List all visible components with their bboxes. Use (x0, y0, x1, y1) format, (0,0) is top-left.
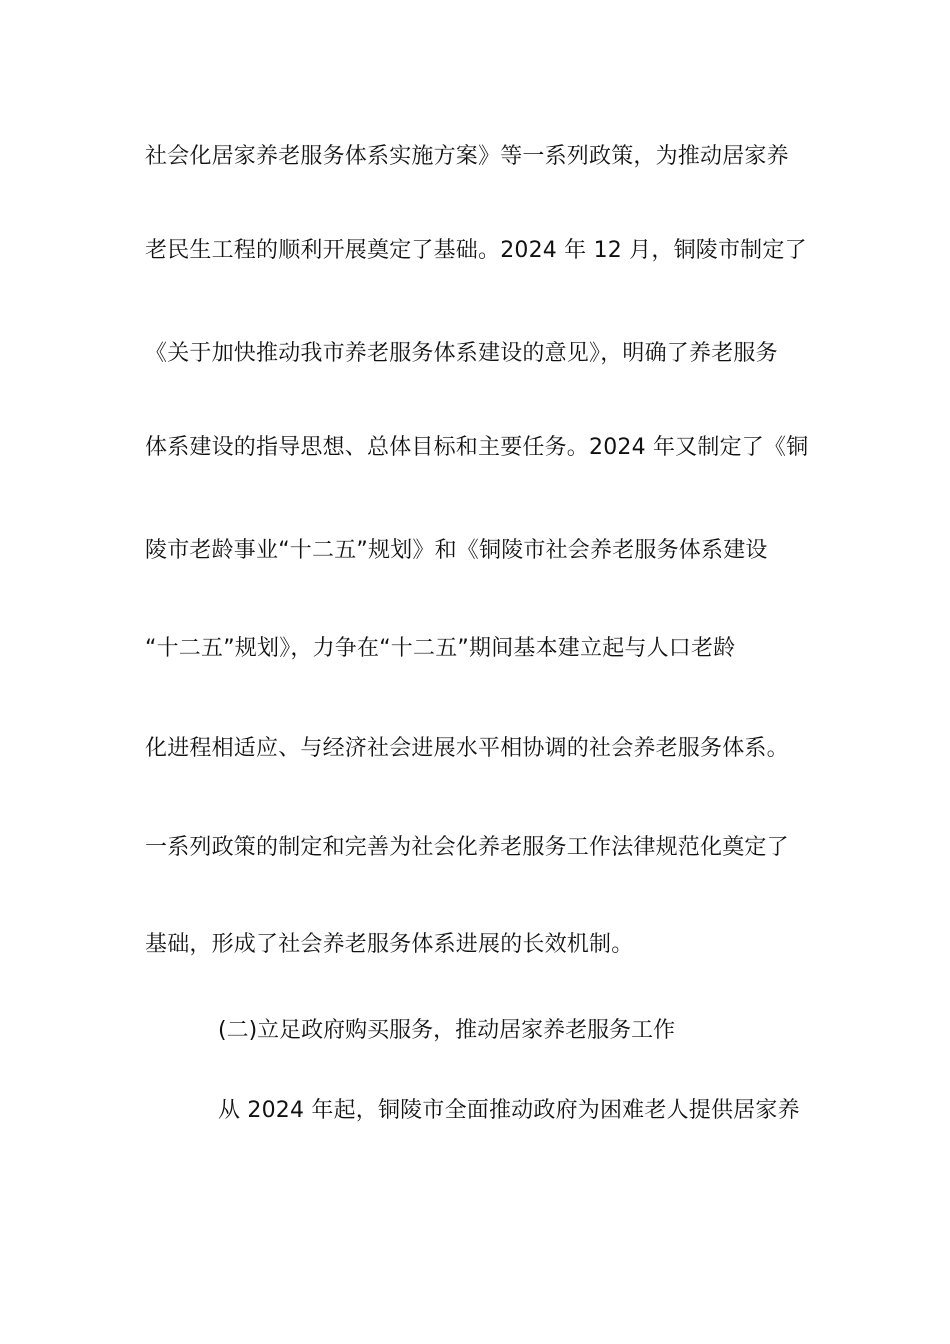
paragraph-line: 体系建设的指导思想、总体目标和主要任务。2024 年又制定了《铜 (145, 435, 809, 460)
paragraph-line: 从 2024 年起，铜陵市全面推动政府为困难老人提供居家养 (218, 1098, 800, 1123)
paragraph-line: 化进程相适应、与经济社会进展水平相协调的社会养老服务体系。 (145, 736, 789, 761)
paragraph-line: 陵市老龄事业“十二五”规划》和《铜陵市社会养老服务体系建设 (145, 538, 768, 563)
paragraph-line: 《关于加快推动我市养老服务体系建设的意见》，明确了养老服务 (145, 341, 778, 366)
section-heading: (二)立足政府购买服务，推动居家养老服务工作 (218, 1018, 676, 1043)
paragraph-line: “十二五”规划》，力争在“十二五”期间基本建立起与人口老龄 (145, 636, 736, 661)
paragraph-line: 社会化居家养老服务体系实施方案》等一系列政策，为推动居家养 (145, 144, 789, 169)
paragraph-line: 老民生工程的顺利开展奠定了基础。2024 年 12 月，铜陵市制定了 (145, 238, 807, 263)
paragraph-line: 基础，形成了社会养老服务体系进展的长效机制。 (145, 932, 634, 957)
paragraph-line: 一系列政策的制定和完善为社会化养老服务工作法律规范化奠定了 (145, 835, 789, 860)
